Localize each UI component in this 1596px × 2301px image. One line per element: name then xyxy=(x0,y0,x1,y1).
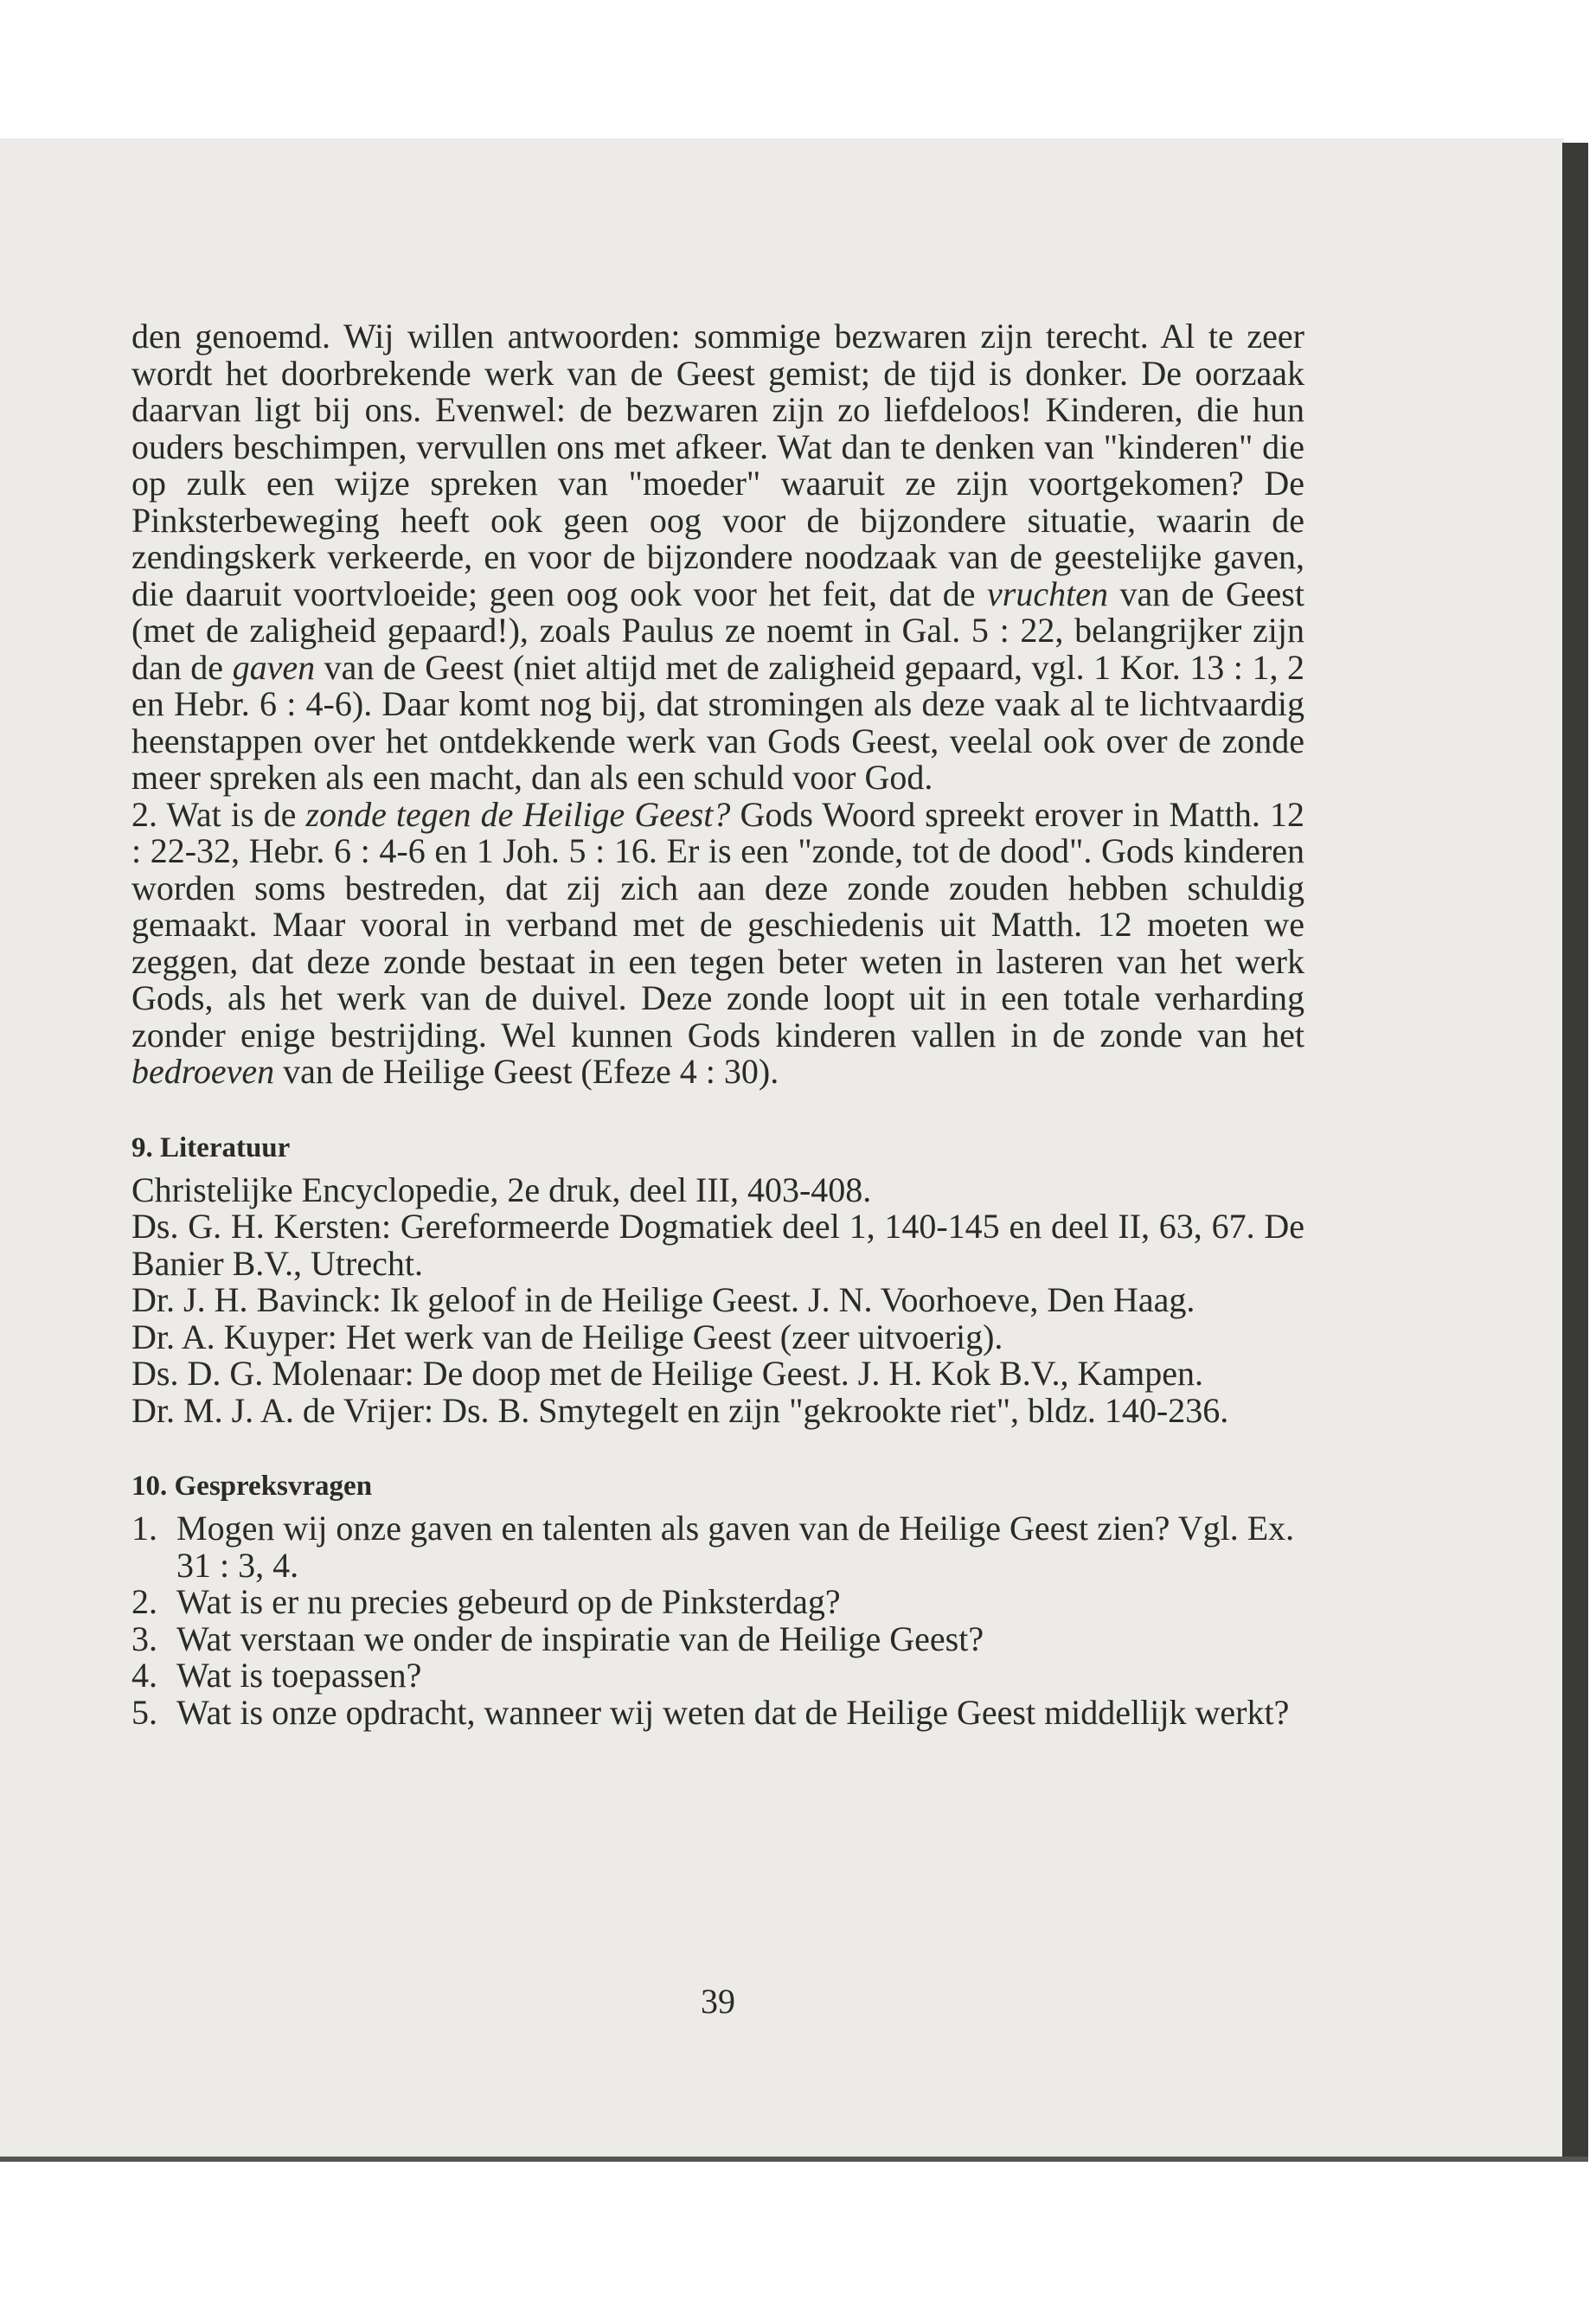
text-run: Gods Woord spreekt erover in Matth. 12 : 22-32, Hebr. 6 : 4-6 en 1 Joh. 5 : 16. Er is een "zonde, tot de dood". Gods kinderen worden soms bestreden, dat zij zich aan deze zonde zouden hebben schuldig gemaakt. Maar vooral in verband met de geschiedenis uit Matth. 12 moeten we zeggen, dat deze zonde bestaat in een tegen beter weten in lasteren van het werk Gods, als het werk van de duivel. Deze zonde loopt uit in een totale verharding zonder enige bestrijding. Wel kunnen Gods kinderen vallen in de zonde van het xyxy=(131,794,1304,1054)
question-text: Wat is onze opdracht, wanneer wij weten dat de Heilige Geest middellijk werkt? xyxy=(176,1692,1290,1732)
paragraph-pinksterbeweging xyxy=(131,318,1304,797)
text-run: 2. Wat is de xyxy=(131,794,306,834)
page-edge-shadow xyxy=(1562,143,1588,2158)
question-number: 1. xyxy=(131,1509,157,1548)
question-item xyxy=(131,1584,1304,1621)
emphasis-zonde-tegen-heilige-geest: zonde tegen de Heilige Geest? xyxy=(305,794,731,834)
question-text: Wat is toepassen? xyxy=(176,1656,422,1695)
section-heading-gespreksvragen: 10. Gespreksvragen xyxy=(131,1471,373,1502)
question-item xyxy=(131,1657,1304,1695)
question-item xyxy=(131,1510,1304,1584)
question-number: 4. xyxy=(131,1656,157,1695)
emphasis-vruchten: vruchten xyxy=(987,574,1108,613)
page-number: 39 xyxy=(701,1982,735,2021)
emphasis-gaven: gaven xyxy=(232,647,316,687)
page-content xyxy=(131,318,1304,1731)
text-run: van de Geest (niet altijd met de zaligheid gepaard, vgl. 1 Kor. 13 : 1, 2 en Hebr. 6 : 4-6). Daar komt nog bij, dat stromingen als deze vaak al te lichtvaardig heenstappen over het ontdekkende werk van Gods Geest, veelal ook over de zonde meer spreken als een macht, dan als een schuld voor God. xyxy=(131,647,1304,797)
literature-item: Ds. D. G. Molenaar: De doop met de Heilige Geest. J. H. Kok B.V., Kampen. xyxy=(131,1354,1204,1393)
text-run: van de Geest (met de zaligheid gepaard!), zoals Paulus ze noemt in Gal. 5 : 22, belangrijker zijn dan de xyxy=(131,574,1304,687)
question-number: 3. xyxy=(131,1618,157,1658)
question-text: Mogen wij onze gaven en talenten als gaven van de Heilige Geest zien? Vgl. Ex. 31 : 3, 4. xyxy=(176,1509,1295,1585)
section-heading-literatuur: 9. Literatuur xyxy=(131,1131,291,1163)
paragraph-zonde-tegen-geest xyxy=(131,794,1304,1091)
literature-item: Dr. J. H. Bavinck: Ik geloof in de Heilige Geest. J. N. Voorhoeve, Den Haag. xyxy=(131,1280,1195,1319)
literature-item: Dr. A. Kuyper: Het werk van de Heilige Geest (zeer uitvoerig). xyxy=(131,1317,1003,1356)
emphasis-bedroeven: bedroeven xyxy=(131,1052,275,1091)
page-bottom-edge xyxy=(0,2157,1588,2162)
literature-item: Ds. G. H. Kersten: Gereformeerde Dogmatiek deel 1, 140-145 en deel II, 63, 67. De Banier B.V., Utrecht. xyxy=(131,1207,1304,1283)
literature-item: Dr. M. J. A. de Vrijer: Ds. B. Smytegelt en zijn "gekrookte riet", bldz. 140-236. xyxy=(131,1390,1229,1430)
question-text: Wat is er nu precies gebeurd op de Pinksterdag? xyxy=(176,1582,841,1621)
literature-list xyxy=(131,1172,1304,1430)
text-run: van de Heilige Geest (Efeze 4 : 30). xyxy=(274,1052,779,1091)
question-item xyxy=(131,1692,1304,1732)
question-text: Wat verstaan we onder de inspiratie van de Heilige Geest? xyxy=(176,1618,984,1658)
text-run: den genoemd. Wij willen antwoorden: sommige bezwaren zijn terecht. Al te zeer wordt het doorbrekende werk van de Geest gemist; de tijd is donker. De oorzaak daarvan ligt bij ons. Evenwel: de bezwaren zijn zo liefdeloos! Kinderen, die hun ouders beschimpen, vervullen ons met afkeer. Wat dan te denken van "kinderen" die op zulk een wijze spreken van "moeder" waaruit ze zijn voortgekomen? De Pinksterbeweging heeft ook geen oog voor de bijzondere situatie, waarin de zendingskerk verkeerde, en voor de bijzondere noodzaak van de geestelijke gaven, die daaruit voortvloeide; geen oog ook voor het feit, dat de xyxy=(131,317,1304,613)
question-number: 2. xyxy=(131,1582,157,1621)
literature-item: Christelijke Encyclopedie, 2e druk, deel III, 403-408. xyxy=(131,1170,872,1209)
question-list xyxy=(131,1510,1304,1731)
question-number: 5. xyxy=(131,1692,157,1732)
question-item xyxy=(131,1618,1304,1658)
